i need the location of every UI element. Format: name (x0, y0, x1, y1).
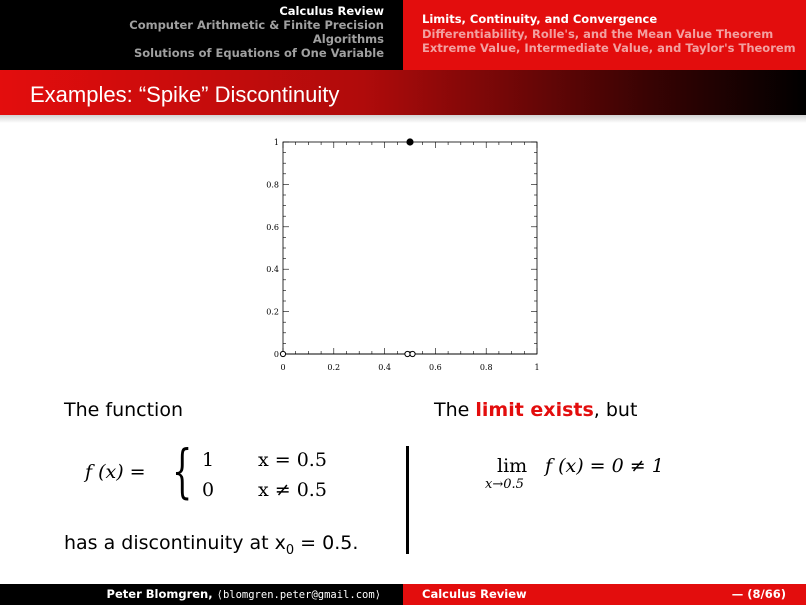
x-tick-label-4: 0.8 (479, 363, 493, 372)
y-tick-label-0: 0 (273, 350, 279, 359)
nav-subsection-extreme-value[interactable]: Extreme Value, Intermediate Value, and Taylor's Theorem (422, 41, 796, 55)
footer-author-bar (0, 584, 403, 605)
discontinuity-subscript: 0 (285, 542, 295, 558)
nav-section-algorithms[interactable]: Algorithms (312, 32, 384, 46)
x-tick-label-2: 0.4 (378, 363, 391, 372)
case2-condition: x ≠ 0.5 (258, 479, 327, 501)
case1-condition: x = 0.5 (258, 449, 327, 471)
case2-value: 0 (202, 479, 215, 501)
y-tick-label-5: 1 (273, 138, 279, 147)
piecewise-brace: { (172, 437, 193, 505)
open-point-2 (410, 351, 415, 356)
lim-word: lim (497, 455, 528, 477)
filled-point-0 (406, 138, 413, 145)
y-tick-label-3: 0.6 (266, 222, 279, 232)
x-tick-labels (280, 363, 539, 372)
x-tick-label-1: 0.2 (327, 363, 341, 372)
section-nav (0, 0, 403, 70)
author-name: Peter Blomgren, (106, 587, 213, 601)
subsection-nav (403, 0, 806, 70)
y-tick-label-2: 0.4 (266, 265, 279, 275)
open-point-1 (405, 351, 410, 356)
discontinuity-statement (64, 532, 358, 558)
limit-highlight: limit exists (475, 399, 594, 421)
nav-subsection-limits[interactable]: Limits, Continuity, and Convergence (422, 12, 658, 26)
function-lhs: f (x) = (85, 461, 146, 483)
case1-value: 1 (202, 449, 215, 471)
limit-statement (434, 399, 637, 421)
open-point-0 (280, 351, 285, 356)
discontinuity-post: = 0.5. (294, 532, 359, 554)
footer-course: Calculus Review (422, 587, 527, 601)
nav-section-calculus-review[interactable]: Calculus Review (279, 4, 384, 18)
limit-pre: The (434, 399, 476, 421)
limit-post: , but (593, 399, 638, 421)
author-email[interactable]: ⟨blomgren.peter@gmail.com⟩ (216, 589, 381, 601)
x-tick-label-5: 1 (534, 363, 540, 372)
nav-section-solutions-equations[interactable]: Solutions of Equations of One Variable (133, 46, 384, 60)
y-tick-labels (266, 138, 279, 359)
footer-course-bar (403, 584, 806, 605)
footer-author (107, 587, 381, 601)
discontinuity-pre: has a discontinuity at x (64, 532, 286, 554)
nav-subsection-differentiability[interactable]: Differentiability, Rolle's, and the Mean Value Theorem (422, 26, 774, 41)
y-tick-label-1: 0.2 (266, 307, 279, 317)
plot-frame (283, 142, 537, 354)
nav-section-computer-arithmetic[interactable]: Computer Arithmetic & Finite Precision (129, 18, 384, 32)
lim-expression: f (x) = 0 ≠ 1 (545, 455, 664, 477)
title-shadow (0, 115, 806, 123)
x-tick-label-3: 0.6 (429, 363, 442, 372)
column-divider (406, 446, 409, 554)
header-navigation (0, 0, 806, 70)
y-tick-label-4: 0.8 (266, 180, 279, 190)
plot-ticks (283, 142, 537, 354)
function-intro: The function (64, 399, 183, 421)
footer-page-number: — (8/66) (731, 587, 786, 601)
plot-marks (280, 138, 537, 356)
spike-plot (250, 130, 560, 380)
x-tick-label-0: 0 (280, 363, 286, 372)
lim-subscript: x→0.5 (485, 477, 524, 492)
slide-title-bar (0, 70, 806, 115)
slide-title: Examples: “Spike” Discontinuity (30, 82, 340, 107)
